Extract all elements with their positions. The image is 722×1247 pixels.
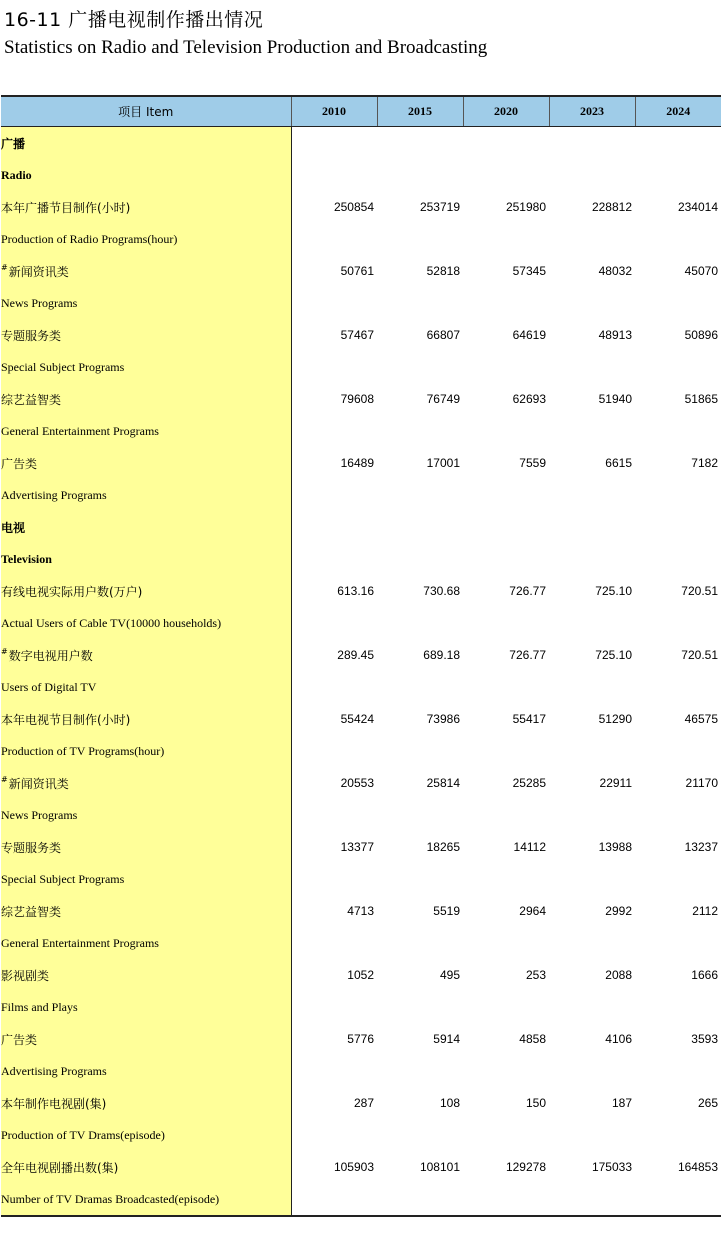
table-title-chinese: 16-11 广播电视制作播出情况 — [4, 9, 264, 31]
value-cell — [291, 287, 377, 319]
value-cell — [377, 159, 463, 191]
value-cell: 251980 — [505, 200, 546, 214]
row-label: Production of TV Drams(episode) — [1, 1127, 165, 1142]
row-label: Special Subject Programs — [1, 359, 125, 374]
value-cell — [635, 511, 721, 543]
value-cell: 76749 — [426, 392, 460, 406]
row-label-cell — [1, 447, 291, 479]
value-cell — [377, 287, 463, 319]
row-label-cell — [1, 543, 291, 575]
value-cell: 150 — [525, 1096, 546, 1110]
table-row — [1, 767, 721, 799]
value-cell — [635, 159, 721, 191]
value-cell: 6615 — [605, 456, 632, 470]
value-cell — [377, 223, 463, 255]
value-cell: 52818 — [426, 264, 460, 278]
value-cell — [635, 671, 721, 703]
row-label-cell — [1, 895, 291, 927]
value-cell — [377, 511, 463, 543]
statistics-table — [1, 95, 721, 1217]
value-cell — [291, 511, 377, 543]
row-label: 综艺益智类 — [1, 392, 62, 407]
value-cell — [377, 351, 463, 383]
row-label: 本年广播节目制作(小时) — [1, 200, 131, 215]
value-cell: 57467 — [340, 328, 374, 342]
value-cell — [291, 543, 377, 575]
value-cell: 13377 — [340, 840, 374, 854]
value-cell — [291, 991, 377, 1023]
row-label: 影视剧类 — [1, 968, 50, 983]
row-label: 广告类 — [1, 1032, 38, 1047]
value-cell: 2112 — [692, 904, 718, 918]
table-row — [1, 895, 721, 927]
value-cell: 1666 — [691, 968, 718, 982]
value-cell: 48913 — [598, 328, 632, 342]
value-cell — [635, 1119, 721, 1151]
value-cell — [635, 1183, 721, 1216]
table-row — [1, 959, 721, 991]
value-cell — [549, 415, 635, 447]
row-label: Production of Radio Programs(hour) — [1, 231, 178, 246]
value-cell: 14112 — [513, 840, 546, 854]
row-label-cell — [1, 799, 291, 831]
value-cell: 51940 — [598, 392, 632, 406]
value-cell: 7182 — [691, 456, 718, 470]
value-cell: 51865 — [684, 392, 718, 406]
table-row — [1, 159, 721, 191]
subitem-marker: # — [1, 774, 8, 784]
subitem-marker: # — [1, 646, 8, 656]
row-label: Actual Users of Cable TV(10000 households) — [1, 615, 222, 630]
value-cell — [291, 351, 377, 383]
row-label-cell — [1, 127, 291, 160]
value-cell: 187 — [611, 1096, 632, 1110]
row-label-cell — [1, 575, 291, 607]
value-cell — [463, 799, 549, 831]
value-cell: 1052 — [347, 968, 374, 982]
row-label-cell — [1, 511, 291, 543]
row-label-cell — [1, 735, 291, 767]
row-label: Radio — [1, 167, 32, 182]
value-cell: 253 — [525, 968, 546, 982]
value-cell: 18265 — [426, 840, 460, 854]
value-cell: 253719 — [419, 200, 460, 214]
table-row — [1, 575, 721, 607]
row-label: 专题服务类 — [1, 328, 62, 343]
value-cell — [549, 223, 635, 255]
value-cell — [463, 1183, 549, 1216]
table-row — [1, 639, 721, 671]
row-label-cell — [1, 607, 291, 639]
table-row — [1, 191, 721, 223]
value-cell: 46575 — [684, 712, 718, 726]
row-label: 本年电视节目制作(小时) — [1, 712, 131, 727]
value-cell — [377, 735, 463, 767]
value-cell: 50761 — [340, 264, 374, 278]
table-row — [1, 1055, 721, 1087]
value-cell — [291, 479, 377, 511]
table-row — [1, 735, 721, 767]
table-row — [1, 319, 721, 351]
year-header: 2023 — [549, 96, 635, 127]
row-label: Advertising Programs — [1, 487, 107, 502]
row-label-cell — [1, 351, 291, 383]
value-cell — [549, 671, 635, 703]
row-label: 有线电视实际用户数(万户) — [1, 584, 143, 599]
value-cell — [549, 1119, 635, 1151]
value-cell — [291, 1055, 377, 1087]
row-label-cell — [1, 1119, 291, 1151]
row-label: 新闻资讯类 — [8, 264, 69, 279]
row-label-cell — [1, 223, 291, 255]
value-cell — [291, 415, 377, 447]
table-row — [1, 607, 721, 639]
value-cell: 73986 — [426, 712, 460, 726]
row-label-cell — [1, 991, 291, 1023]
value-cell: 20553 — [340, 776, 374, 790]
subitem-marker: # — [1, 262, 8, 272]
value-cell — [291, 607, 377, 639]
row-label-cell — [1, 767, 291, 799]
table-row — [1, 703, 721, 735]
value-cell: 3593 — [691, 1032, 718, 1046]
row-label: 新闻资讯类 — [8, 776, 69, 791]
value-cell: 730.68 — [423, 584, 460, 598]
value-cell: 5914 — [433, 1032, 460, 1046]
value-cell: 4106 — [605, 1032, 632, 1046]
value-cell — [635, 479, 721, 511]
value-cell — [635, 223, 721, 255]
row-label: 本年制作电视剧(集) — [1, 1096, 107, 1111]
value-cell — [549, 863, 635, 895]
value-cell: 16489 — [340, 456, 374, 470]
value-cell: 726.77 — [509, 584, 546, 598]
header-row — [1, 96, 721, 127]
row-label-cell — [1, 287, 291, 319]
row-label-cell — [1, 319, 291, 351]
value-cell — [463, 223, 549, 255]
table-row — [1, 1119, 721, 1151]
row-label: News Programs — [1, 295, 78, 310]
row-label: Users of Digital TV — [1, 679, 97, 694]
row-label: 综艺益智类 — [1, 904, 62, 919]
row-label: General Entertainment Programs — [1, 935, 159, 950]
value-cell — [291, 1183, 377, 1216]
value-cell — [291, 799, 377, 831]
value-cell — [291, 159, 377, 191]
row-label: Advertising Programs — [1, 1063, 107, 1078]
table-row — [1, 383, 721, 415]
value-cell — [377, 1183, 463, 1216]
table-row — [1, 831, 721, 863]
value-cell: 105903 — [333, 1160, 374, 1174]
table-row — [1, 863, 721, 895]
table-row — [1, 671, 721, 703]
value-cell: 2088 — [605, 968, 632, 982]
value-cell — [377, 1119, 463, 1151]
value-cell: 13988 — [598, 840, 632, 854]
table-row — [1, 799, 721, 831]
value-cell — [463, 415, 549, 447]
table-row — [1, 351, 721, 383]
value-cell — [635, 415, 721, 447]
value-cell — [463, 1055, 549, 1087]
value-cell: 55424 — [340, 712, 374, 726]
value-cell — [549, 511, 635, 543]
value-cell — [463, 511, 549, 543]
year-header: 2010 — [291, 96, 377, 127]
value-cell — [463, 351, 549, 383]
value-cell: 5776 — [347, 1032, 374, 1046]
value-cell: 175033 — [591, 1160, 632, 1174]
row-label-cell — [1, 863, 291, 895]
row-label-cell — [1, 959, 291, 991]
value-cell: 66807 — [426, 328, 460, 342]
value-cell — [291, 223, 377, 255]
value-cell — [291, 1119, 377, 1151]
table-row — [1, 927, 721, 959]
table-row — [1, 415, 721, 447]
table-row — [1, 479, 721, 511]
value-cell: 57345 — [512, 264, 546, 278]
value-cell — [463, 735, 549, 767]
year-header: 2015 — [377, 96, 463, 127]
value-cell — [377, 799, 463, 831]
table-row — [1, 255, 721, 287]
value-cell: 726.77 — [509, 648, 546, 662]
value-cell — [635, 543, 721, 575]
value-cell: 25814 — [426, 776, 460, 790]
value-cell: 17001 — [426, 456, 460, 470]
value-cell: 50896 — [684, 328, 718, 342]
value-cell: 5519 — [433, 904, 460, 918]
table-row — [1, 1023, 721, 1055]
value-cell: 129278 — [505, 1160, 546, 1174]
value-cell — [549, 927, 635, 959]
value-cell — [291, 671, 377, 703]
value-cell: 4858 — [519, 1032, 546, 1046]
value-cell — [463, 927, 549, 959]
row-label-cell — [1, 415, 291, 447]
row-label: 电视 — [1, 520, 26, 535]
value-cell: 22911 — [599, 776, 632, 790]
value-cell — [635, 799, 721, 831]
row-label-cell — [1, 927, 291, 959]
value-cell — [377, 991, 463, 1023]
row-label: Production of TV Programs(hour) — [1, 743, 165, 758]
value-cell — [463, 479, 549, 511]
row-label: Number of TV Dramas Broadcasted(episode) — [1, 1191, 220, 1206]
value-cell — [377, 479, 463, 511]
row-label-cell — [1, 1151, 291, 1183]
table-row — [1, 1183, 721, 1216]
row-label: 广播 — [1, 136, 26, 151]
row-label-cell — [1, 159, 291, 191]
row-label-cell — [1, 1087, 291, 1119]
value-cell — [549, 287, 635, 319]
value-cell — [377, 1055, 463, 1087]
value-cell — [291, 863, 377, 895]
value-cell — [291, 735, 377, 767]
row-label-cell — [1, 383, 291, 415]
value-cell — [463, 671, 549, 703]
value-cell: 689.18 — [423, 648, 460, 662]
table-row — [1, 543, 721, 575]
value-cell — [463, 287, 549, 319]
value-cell — [463, 607, 549, 639]
row-label: General Entertainment Programs — [1, 423, 159, 438]
table-row — [1, 127, 721, 160]
value-cell — [549, 543, 635, 575]
value-cell: 287 — [353, 1096, 374, 1110]
row-label: Television — [1, 551, 52, 566]
value-cell: 289.45 — [337, 648, 374, 662]
row-label-cell — [1, 671, 291, 703]
value-cell — [377, 415, 463, 447]
value-cell — [635, 287, 721, 319]
value-cell — [377, 927, 463, 959]
value-cell — [635, 351, 721, 383]
value-cell — [549, 607, 635, 639]
row-label-cell — [1, 703, 291, 735]
value-cell — [635, 927, 721, 959]
table-row — [1, 223, 721, 255]
value-cell — [291, 927, 377, 959]
row-label: Films and Plays — [1, 999, 78, 1014]
value-cell: 228812 — [591, 200, 632, 214]
row-label: News Programs — [1, 807, 78, 822]
table-title-english: Statistics on Radio and Television Production and Broadcasting — [4, 37, 488, 58]
table-row — [1, 511, 721, 543]
value-cell: 51290 — [598, 712, 632, 726]
value-cell: 108 — [439, 1096, 460, 1110]
value-cell: 720.51 — [681, 584, 718, 598]
value-cell — [635, 735, 721, 767]
value-cell: 48032 — [598, 264, 632, 278]
value-cell: 495 — [439, 968, 460, 982]
row-label: 专题服务类 — [1, 840, 62, 855]
value-cell — [635, 991, 721, 1023]
value-cell — [463, 863, 549, 895]
table-row — [1, 447, 721, 479]
value-cell: 250854 — [333, 200, 374, 214]
value-cell — [463, 543, 549, 575]
year-header: 2024 — [635, 96, 721, 127]
value-cell: 64619 — [512, 328, 546, 342]
item-column-header: 项目 Item — [1, 96, 291, 127]
value-cell: 164853 — [677, 1160, 718, 1174]
value-cell — [549, 159, 635, 191]
row-label-cell — [1, 639, 291, 671]
table-row — [1, 1151, 721, 1183]
value-cell: 265 — [697, 1096, 718, 1110]
value-cell — [635, 1055, 721, 1087]
value-cell — [377, 543, 463, 575]
value-cell: 234014 — [677, 200, 718, 214]
value-cell: 25285 — [512, 776, 546, 790]
value-cell — [549, 735, 635, 767]
value-cell: 55417 — [512, 712, 546, 726]
table-row — [1, 991, 721, 1023]
value-cell — [549, 1183, 635, 1216]
value-cell: 79608 — [340, 392, 374, 406]
row-label-cell — [1, 1023, 291, 1055]
value-cell: 613.16 — [337, 584, 374, 598]
value-cell — [549, 799, 635, 831]
value-cell — [549, 479, 635, 511]
row-label-cell — [1, 255, 291, 287]
value-cell — [549, 1055, 635, 1087]
year-header: 2020 — [463, 96, 549, 127]
row-label: Special Subject Programs — [1, 871, 125, 886]
row-label-cell — [1, 479, 291, 511]
value-cell: 4713 — [347, 904, 374, 918]
value-cell — [635, 127, 721, 160]
row-label: 数字电视用户数 — [8, 648, 93, 663]
value-cell — [635, 863, 721, 895]
value-cell — [463, 991, 549, 1023]
value-cell: 2992 — [605, 904, 632, 918]
row-label-cell — [1, 1183, 291, 1216]
value-cell — [291, 127, 377, 160]
table-row — [1, 1087, 721, 1119]
value-cell — [463, 127, 549, 160]
row-label: 广告类 — [1, 456, 38, 471]
value-cell — [463, 159, 549, 191]
value-cell: 108101 — [419, 1160, 460, 1174]
value-cell: 7559 — [519, 456, 546, 470]
value-cell — [377, 671, 463, 703]
value-cell — [549, 351, 635, 383]
value-cell: 21170 — [685, 776, 718, 790]
value-cell — [377, 863, 463, 895]
value-cell — [377, 607, 463, 639]
value-cell — [549, 127, 635, 160]
row-label-cell — [1, 831, 291, 863]
value-cell — [549, 991, 635, 1023]
value-cell — [463, 1119, 549, 1151]
value-cell: 62693 — [512, 392, 546, 406]
value-cell — [635, 607, 721, 639]
value-cell — [377, 127, 463, 160]
table-row — [1, 287, 721, 319]
value-cell: 725.10 — [595, 584, 632, 598]
row-label-cell — [1, 1055, 291, 1087]
row-label-cell — [1, 191, 291, 223]
value-cell: 725.10 — [595, 648, 632, 662]
table-body — [1, 127, 721, 1217]
value-cell: 720.51 — [681, 648, 718, 662]
value-cell: 13237 — [684, 840, 718, 854]
value-cell: 45070 — [684, 264, 718, 278]
value-cell: 2964 — [519, 904, 546, 918]
row-label: 全年电视剧播出数(集) — [1, 1160, 119, 1175]
